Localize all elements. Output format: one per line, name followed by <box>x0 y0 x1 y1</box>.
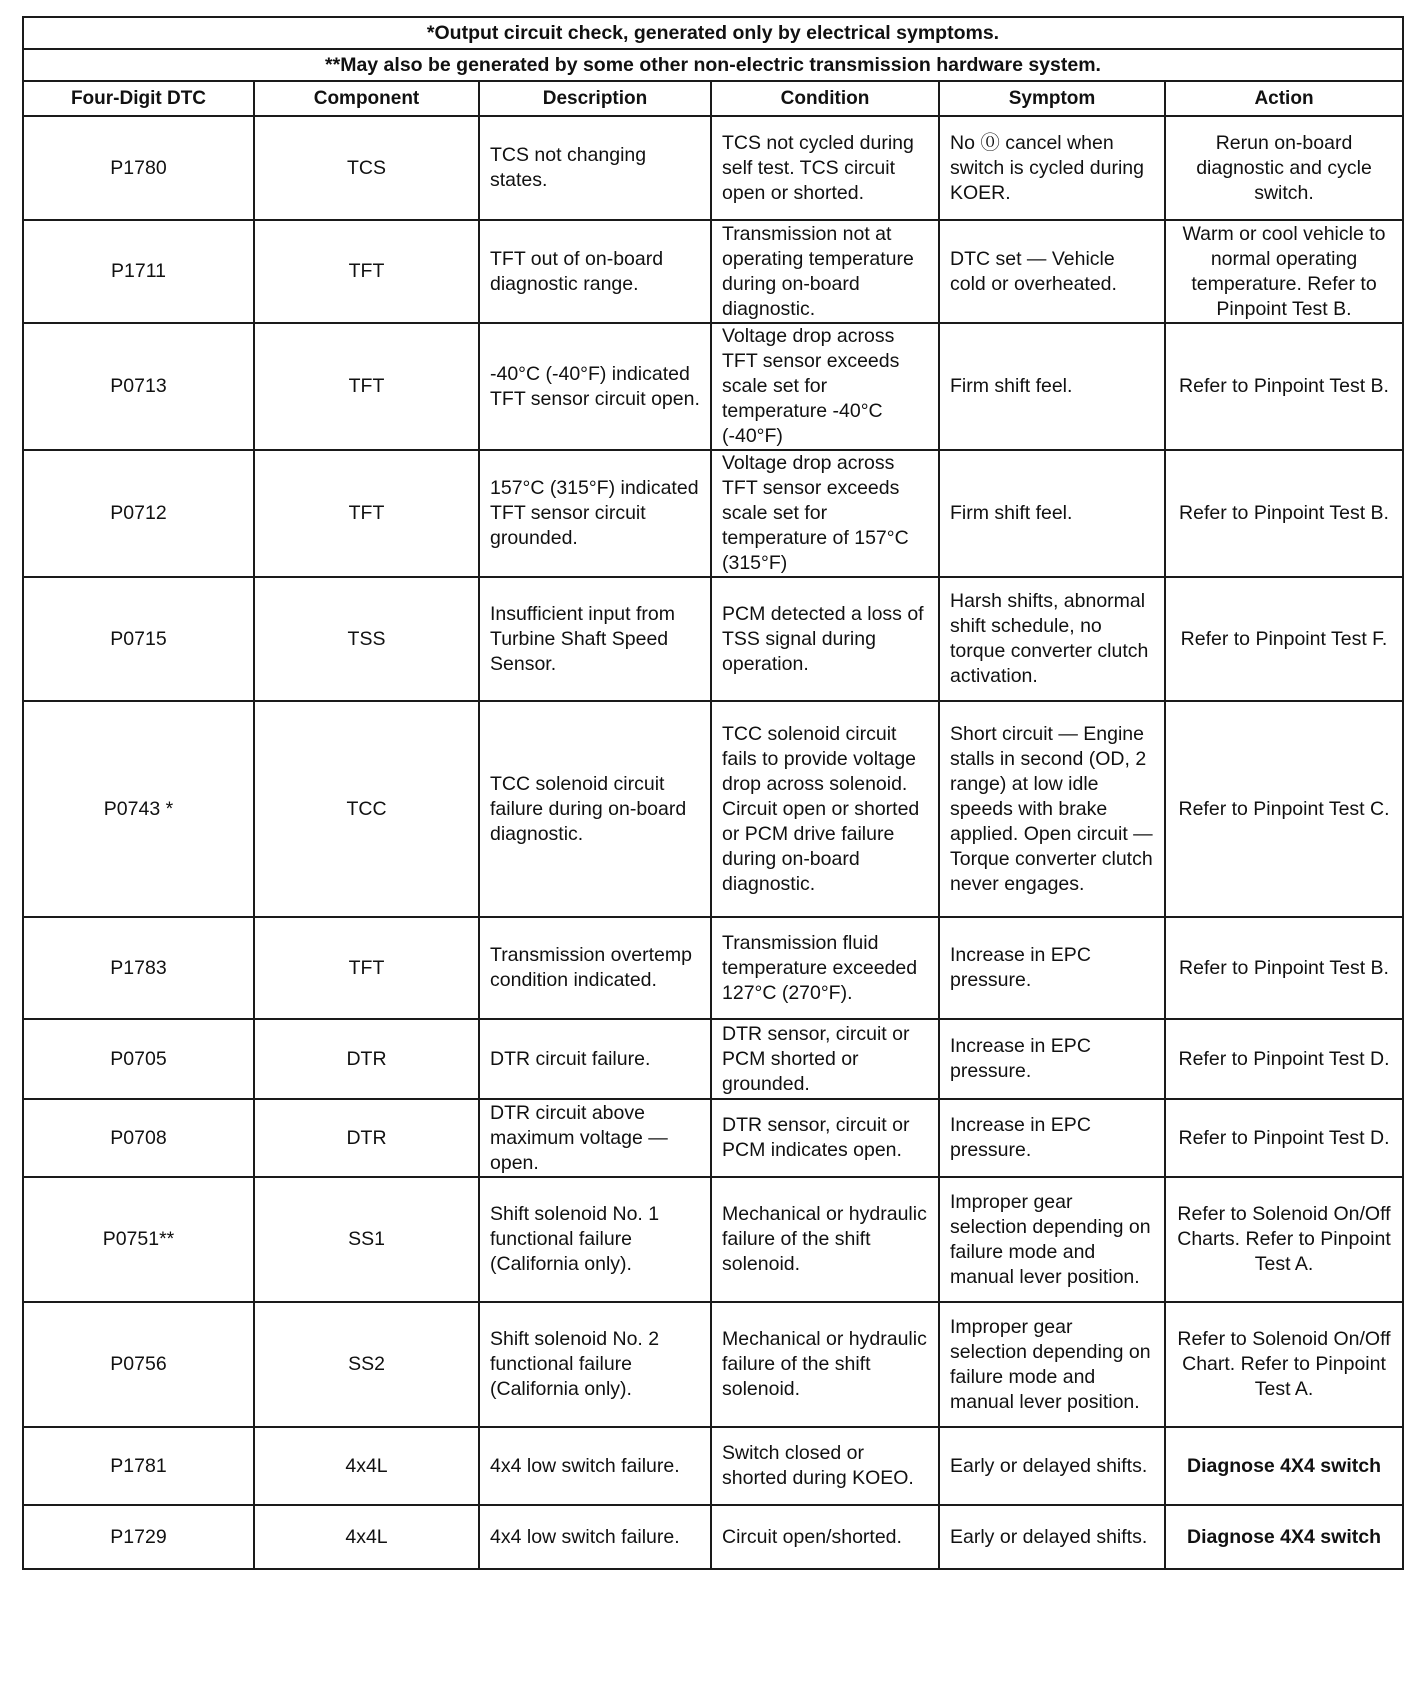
condition-cell: Mechanical or hydraulic failure of the shift solenoid. <box>711 1177 939 1302</box>
description-cell: 157°C (315°F) indicated TFT sensor circuit grounded. <box>479 450 711 577</box>
component-cell: TFT <box>254 323 479 450</box>
action-cell: Diagnose 4X4 switch <box>1165 1427 1403 1505</box>
description-cell: Shift solenoid No. 1 functional failure (California only). <box>479 1177 711 1302</box>
component-cell: DTR <box>254 1099 479 1177</box>
note-row <box>23 17 1403 49</box>
dtc-code-cell: P1781 <box>23 1427 254 1505</box>
dtc-code-cell: P0715 <box>23 577 254 701</box>
note-non-electric: **May also be generated by some other non-electric transmission hardware system. <box>23 49 1403 81</box>
symptom-cell: Increase in EPC pressure. <box>939 1019 1165 1099</box>
action-cell: Refer to Solenoid On/Off Chart. Refer to Pinpoint Test A. <box>1165 1302 1403 1427</box>
dtc-table <box>22 16 1404 1570</box>
table-row <box>23 1099 1403 1177</box>
condition-cell: Circuit open/shorted. <box>711 1505 939 1569</box>
component-cell: DTR <box>254 1019 479 1099</box>
component-cell: SS2 <box>254 1302 479 1427</box>
dtc-code-cell: P1783 <box>23 917 254 1019</box>
description-cell: TCC solenoid circuit failure during on-board diagnostic. <box>479 701 711 917</box>
symptom-cell: No ⓪ cancel when switch is cycled during KOER. <box>939 116 1165 220</box>
note-output-circuit: *Output circuit check, generated only by electrical symptoms. <box>23 17 1403 49</box>
component-cell: TFT <box>254 917 479 1019</box>
dtc-code-cell: P0751** <box>23 1177 254 1302</box>
condition-cell: Voltage drop across TFT sensor exceeds scale set for temperature -40°C (-40°F) <box>711 323 939 450</box>
condition-cell: TCC solenoid circuit fails to provide voltage drop across solenoid. Circuit open or shorted or PCM drive failure during on-board diagnostic. <box>711 701 939 917</box>
condition-cell: DTR sensor, circuit or PCM indicates open. <box>711 1099 939 1177</box>
action-cell: Rerun on-board diagnostic and cycle switch. <box>1165 116 1403 220</box>
header-row <box>23 81 1403 116</box>
table-row <box>23 917 1403 1019</box>
condition-cell: Mechanical or hydraulic failure of the shift solenoid. <box>711 1302 939 1427</box>
col-header-description: Description <box>479 81 711 116</box>
symptom-cell: Harsh shifts, abnormal shift schedule, no torque converter clutch activation. <box>939 577 1165 701</box>
table-row <box>23 450 1403 577</box>
table-row <box>23 1019 1403 1099</box>
condition-cell: Transmission fluid temperature exceeded 127°C (270°F). <box>711 917 939 1019</box>
description-cell: Transmission overtemp condition indicated. <box>479 917 711 1019</box>
col-header-symptom: Symptom <box>939 81 1165 116</box>
dtc-code-cell: P0743 * <box>23 701 254 917</box>
component-cell: 4x4L <box>254 1505 479 1569</box>
symptom-cell: Early or delayed shifts. <box>939 1505 1165 1569</box>
table-row <box>23 220 1403 323</box>
condition-cell: TCS not cycled during self test. TCS circuit open or shorted. <box>711 116 939 220</box>
col-header-condition: Condition <box>711 81 939 116</box>
table-row <box>23 1505 1403 1569</box>
description-cell: DTR circuit failure. <box>479 1019 711 1099</box>
component-cell: TFT <box>254 450 479 577</box>
col-header-action: Action <box>1165 81 1403 116</box>
action-cell: Warm or cool vehicle to normal operating temperature. Refer to Pinpoint Test B. <box>1165 220 1403 323</box>
action-cell: Refer to Pinpoint Test F. <box>1165 577 1403 701</box>
condition-cell: Voltage drop across TFT sensor exceeds scale set for temperature of 157°C (315°F) <box>711 450 939 577</box>
table-row <box>23 1177 1403 1302</box>
action-cell: Refer to Pinpoint Test B. <box>1165 450 1403 577</box>
dtc-code-cell: P0713 <box>23 323 254 450</box>
symptom-cell: DTC set — Vehicle cold or overheated. <box>939 220 1165 323</box>
component-cell: TCC <box>254 701 479 917</box>
dtc-table-body <box>23 17 1403 1569</box>
dtc-code-cell: P0756 <box>23 1302 254 1427</box>
note-row <box>23 49 1403 81</box>
component-cell: 4x4L <box>254 1427 479 1505</box>
condition-cell: DTR sensor, circuit or PCM shorted or grounded. <box>711 1019 939 1099</box>
col-header-dtc: Four-Digit DTC <box>23 81 254 116</box>
table-row <box>23 1302 1403 1427</box>
action-cell: Refer to Pinpoint Test B. <box>1165 917 1403 1019</box>
description-cell: 4x4 low switch failure. <box>479 1505 711 1569</box>
dtc-code-cell: P1711 <box>23 220 254 323</box>
description-cell: -40°C (-40°F) indicated TFT sensor circuit open. <box>479 323 711 450</box>
symptom-cell: Firm shift feel. <box>939 450 1165 577</box>
action-cell: Refer to Pinpoint Test B. <box>1165 323 1403 450</box>
table-row <box>23 1427 1403 1505</box>
condition-cell: PCM detected a loss of TSS signal during operation. <box>711 577 939 701</box>
dtc-code-cell: P0705 <box>23 1019 254 1099</box>
description-cell: Insufficient input from Turbine Shaft Speed Sensor. <box>479 577 711 701</box>
description-cell: 4x4 low switch failure. <box>479 1427 711 1505</box>
symptom-cell: Increase in EPC pressure. <box>939 917 1165 1019</box>
action-cell: Refer to Solenoid On/Off Charts. Refer to Pinpoint Test A. <box>1165 1177 1403 1302</box>
symptom-cell: Early or delayed shifts. <box>939 1427 1165 1505</box>
col-header-component: Component <box>254 81 479 116</box>
table-row <box>23 701 1403 917</box>
action-cell: Refer to Pinpoint Test D. <box>1165 1019 1403 1099</box>
description-cell: TFT out of on-board diagnostic range. <box>479 220 711 323</box>
component-cell: TSS <box>254 577 479 701</box>
symptom-cell: Improper gear selection depending on failure mode and manual lever position. <box>939 1177 1165 1302</box>
symptom-cell: Improper gear selection depending on failure mode and manual lever position. <box>939 1302 1165 1427</box>
condition-cell: Switch closed or shorted during KOEO. <box>711 1427 939 1505</box>
dtc-code-cell: P0708 <box>23 1099 254 1177</box>
condition-cell: Transmission not at operating temperature during on-board diagnostic. <box>711 220 939 323</box>
description-cell: DTR circuit above maximum voltage — open. <box>479 1099 711 1177</box>
action-cell: Diagnose 4X4 switch <box>1165 1505 1403 1569</box>
component-cell: TFT <box>254 220 479 323</box>
action-cell: Refer to Pinpoint Test C. <box>1165 701 1403 917</box>
symptom-cell: Short circuit — Engine stalls in second (OD, 2 range) at low idle speeds with brake applied. Open circuit — Torque converter clutch never engages. <box>939 701 1165 917</box>
description-cell: TCS not changing states. <box>479 116 711 220</box>
dtc-code-cell: P1729 <box>23 1505 254 1569</box>
symptom-cell: Increase in EPC pressure. <box>939 1099 1165 1177</box>
table-row <box>23 577 1403 701</box>
table-row <box>23 116 1403 220</box>
table-row <box>23 323 1403 450</box>
dtc-code-cell: P1780 <box>23 116 254 220</box>
action-cell: Refer to Pinpoint Test D. <box>1165 1099 1403 1177</box>
symptom-cell: Firm shift feel. <box>939 323 1165 450</box>
description-cell: Shift solenoid No. 2 functional failure (California only). <box>479 1302 711 1427</box>
component-cell: SS1 <box>254 1177 479 1302</box>
dtc-code-cell: P0712 <box>23 450 254 577</box>
component-cell: TCS <box>254 116 479 220</box>
